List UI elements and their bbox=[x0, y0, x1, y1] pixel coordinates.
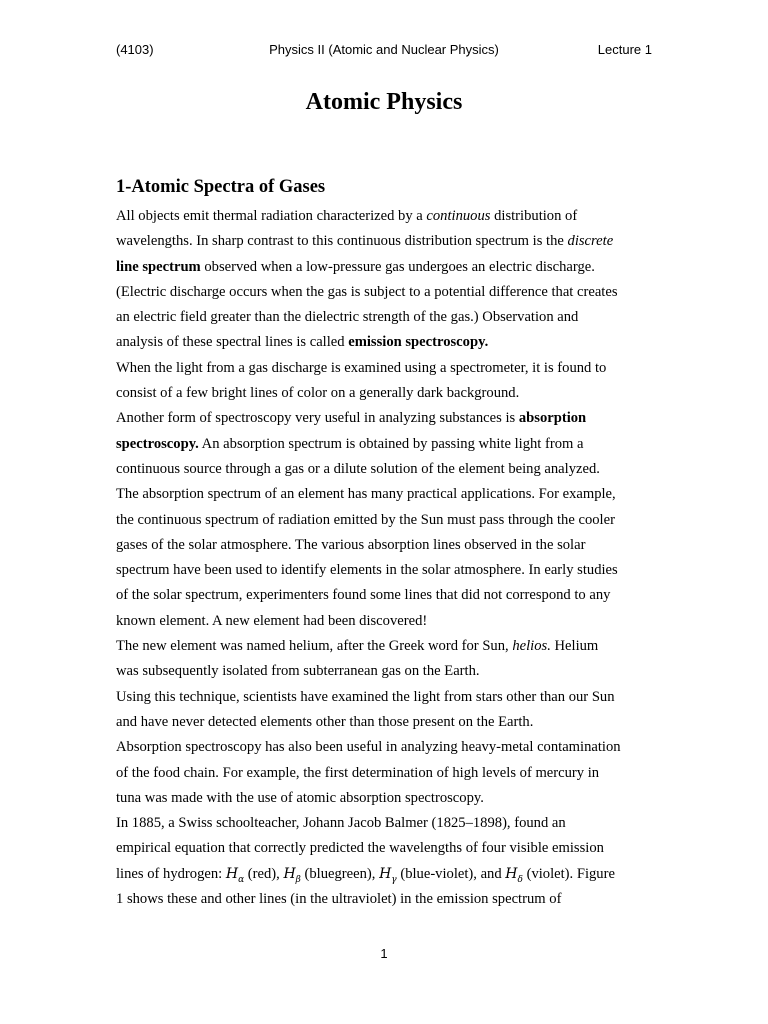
text-line bbox=[116, 558, 676, 583]
text-line bbox=[116, 381, 676, 406]
text-line bbox=[116, 482, 676, 507]
text-run: was subsequently isolated from subterranean gas on the Earth. bbox=[116, 663, 480, 680]
text-line bbox=[116, 659, 676, 684]
course-title: Physics II (Atomic and Nuclear Physics) bbox=[269, 42, 499, 57]
text-line bbox=[116, 457, 676, 482]
text-run: continuous source through a gas or a dilute solution of the element being analyzed. bbox=[116, 460, 600, 477]
text-run: An absorption spectrum is obtained by passing white light from a bbox=[198, 435, 584, 452]
text-line bbox=[116, 406, 676, 431]
text-run: In 1885, a Swiss schoolteacher, Johann Jacob Balmer (1825–1898), found an bbox=[116, 815, 566, 832]
text-line bbox=[116, 609, 676, 634]
italic-term: discrete bbox=[567, 233, 614, 250]
text-run: (blue-violet), and bbox=[396, 865, 506, 882]
text-line bbox=[116, 330, 676, 355]
text-line bbox=[116, 761, 676, 786]
text-line bbox=[116, 305, 676, 330]
math-symbol: $H_\beta$ bbox=[283, 865, 301, 885]
course-code: (4103) bbox=[116, 42, 154, 57]
text-run: lines of hydrogen: bbox=[116, 865, 226, 882]
text-line bbox=[116, 356, 676, 381]
math-symbol: $H_\delta$ bbox=[505, 865, 523, 885]
text-line bbox=[116, 887, 676, 912]
text-line bbox=[116, 508, 676, 533]
text-run: 1 shows these and other lines (in the ultraviolet) in the emission spectrum of bbox=[116, 891, 562, 908]
text-run: The absorption spectrum of an element has many practical applications. For example, bbox=[116, 486, 616, 503]
text-run: wavelengths. In sharp contrast to this continuous distribution spectrum is the bbox=[116, 233, 568, 250]
bold-term: line spectrum bbox=[116, 258, 201, 275]
text-line bbox=[116, 280, 676, 305]
text-run: an electric field greater than the dielectric strength of the gas.) Observation and bbox=[116, 309, 579, 326]
page-title: Atomic Physics bbox=[305, 89, 463, 115]
text-line bbox=[116, 685, 676, 710]
text-line bbox=[116, 811, 676, 836]
text-run: the continuous spectrum of radiation emitted by the Sun must pass through the cooler bbox=[116, 511, 615, 528]
text-run: consist of a few bright lines of color on a generally dark background. bbox=[116, 385, 520, 402]
text-line bbox=[116, 862, 676, 887]
bold-term: absorption bbox=[518, 410, 587, 427]
text-run: observed when a low-pressure gas undergoes an electric discharge. bbox=[200, 258, 595, 275]
text-line bbox=[116, 634, 676, 659]
text-run: (violet). Figure bbox=[522, 865, 615, 882]
bold-term: spectroscopy. bbox=[116, 435, 199, 452]
italic-term: continuous bbox=[426, 208, 491, 224]
text-run: distribution of bbox=[490, 208, 578, 224]
text-line bbox=[116, 710, 676, 735]
section-heading: 1-Atomic Spectra of Gases bbox=[116, 177, 326, 197]
text-run: Another form of spectroscopy very useful in analyzing substances is bbox=[116, 410, 519, 427]
body-text bbox=[116, 204, 676, 912]
text-line bbox=[116, 836, 676, 861]
page-number: 1 bbox=[380, 946, 388, 961]
italic-term: helios. bbox=[512, 638, 551, 655]
text-run: Using this technique, scientists have examined the light from stars other than our Sun bbox=[116, 688, 615, 705]
text-run: of the solar spectrum, experimenters found some lines that did not correspond to any bbox=[116, 587, 611, 604]
text-run: known element. A new element had been discovered! bbox=[116, 612, 428, 629]
text-line bbox=[116, 583, 676, 608]
text-line bbox=[116, 786, 676, 811]
text-run: The new element was named helium, after the Greek word for Sun, bbox=[116, 638, 513, 655]
text-run: spectrum have been used to identify elements in the solar atmosphere. In early studies bbox=[116, 562, 618, 579]
text-run: and have never detected elements other than those present on the Earth. bbox=[116, 713, 534, 730]
text-line bbox=[116, 255, 676, 280]
math-symbol: $H_\gamma$ bbox=[379, 865, 397, 885]
text-run: gases of the solar atmosphere. The various absorption lines observed in the solar bbox=[116, 536, 586, 553]
text-run: of the food chain. For example, the first determination of high levels of mercury in bbox=[116, 764, 600, 781]
text-run: tuna was made with the use of atomic absorption spectroscopy. bbox=[116, 789, 484, 806]
text-run: (red), bbox=[244, 865, 284, 882]
bold-term: emission spectroscopy. bbox=[348, 334, 489, 351]
text-run: (Electric discharge occurs when the gas is subject to a potential difference that creates bbox=[116, 283, 618, 300]
text-line bbox=[116, 229, 676, 254]
text-run: empirical equation that correctly predicted the wavelengths of four visible emission bbox=[116, 840, 604, 857]
text-line bbox=[116, 533, 676, 558]
text-line bbox=[116, 735, 676, 760]
text-run: analysis of these spectral lines is called bbox=[116, 334, 349, 351]
lecture-label: Lecture 1 bbox=[597, 42, 652, 57]
text-run: All objects emit thermal radiation characterized by a bbox=[116, 208, 427, 224]
text-line bbox=[116, 204, 676, 229]
text-run: Helium bbox=[550, 638, 599, 655]
text-run: When the light from a gas discharge is examined using a spectrometer, it is found to bbox=[116, 359, 607, 376]
text-line bbox=[116, 432, 676, 457]
text-run: (bluegreen), bbox=[300, 865, 380, 882]
text-run: Absorption spectroscopy has also been useful in analyzing heavy-metal contamination bbox=[116, 739, 621, 756]
math-symbol: $H_\alpha$ bbox=[225, 865, 245, 885]
page-header bbox=[116, 42, 652, 62]
